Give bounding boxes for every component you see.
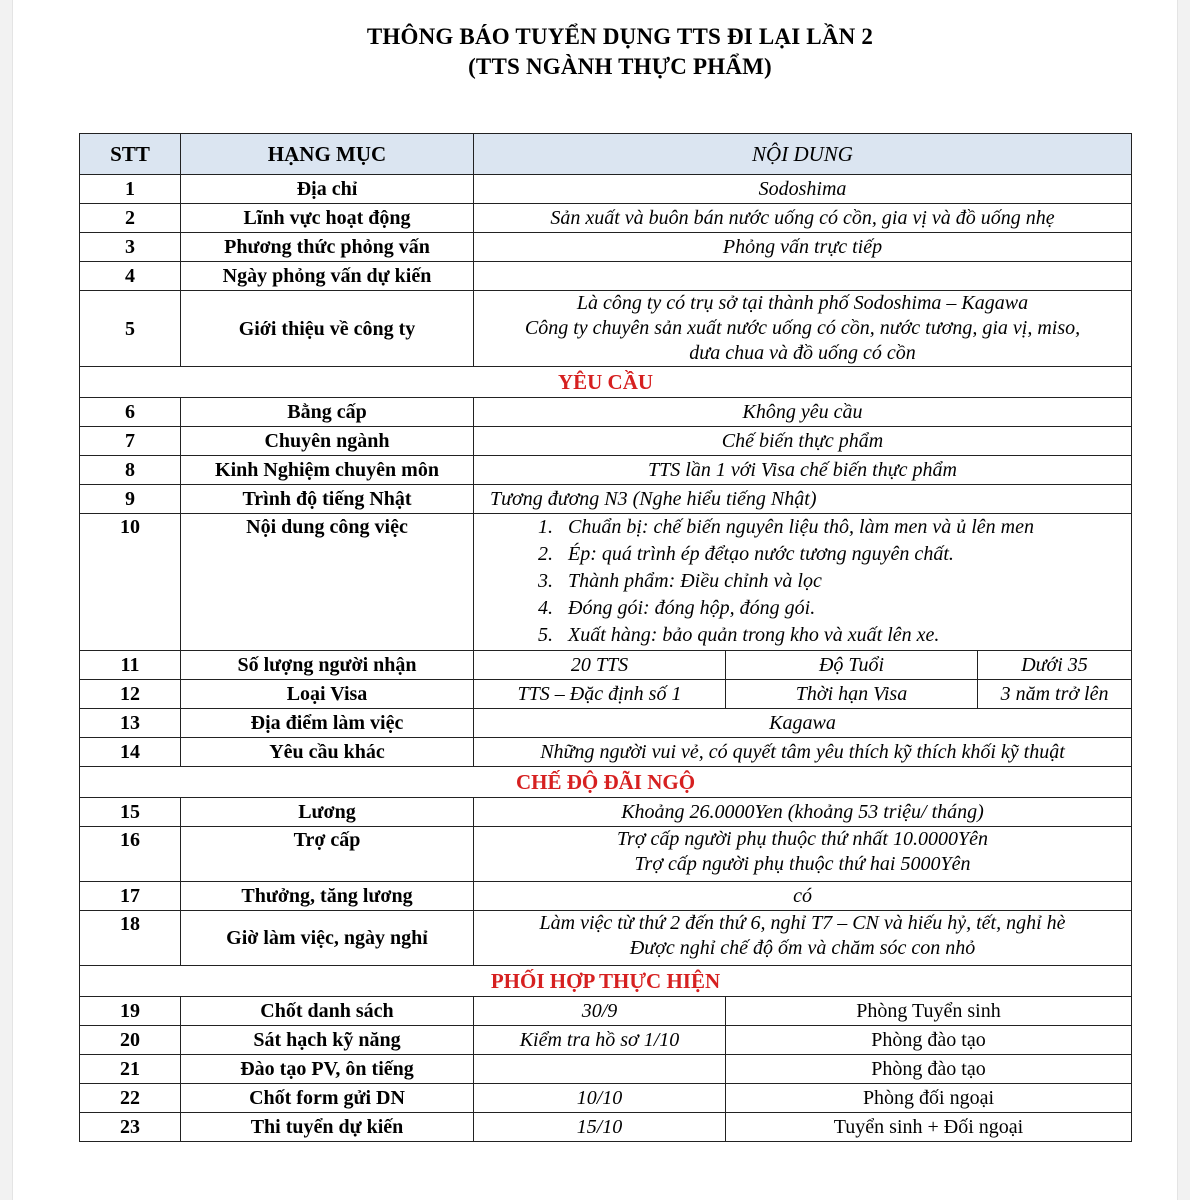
row-number: 14 [80,738,181,767]
row-content: Không yêu cầu [474,398,1132,427]
row-category: Giờ làm việc, ngày nghỉ [181,911,474,966]
section-benefits [80,767,1132,798]
section-title: YÊU CẦU [80,367,1132,398]
row-category: Yêu cầu khác [181,738,474,767]
row-number: 13 [80,709,181,738]
table-row [80,709,1132,738]
job-tasks-cell [474,514,1132,651]
row-content: Chế biến thực phẩm [474,427,1132,456]
row-number: 2 [80,204,181,233]
row-category: Trợ cấp [181,827,474,882]
row-number: 8 [80,456,181,485]
row-number: 21 [80,1055,181,1084]
row-number: 6 [80,398,181,427]
row-category: Sát hạch kỹ năng [181,1026,474,1055]
header-stt: STT [80,134,181,175]
row-value: TTS – Đặc định số 1 [474,680,726,709]
row-content [474,262,1132,291]
table-row [80,485,1132,514]
row-number: 11 [80,651,181,680]
table-row [80,175,1132,204]
allowance-line: Trợ cấp người phụ thuộc thứ hai 5000Yên [634,853,971,875]
row-category: Loại Visa [181,680,474,709]
row-category: Phương thức phỏng vấn [181,233,474,262]
table-row [80,427,1132,456]
table-row [80,233,1132,262]
section-title: PHỐI HỢP THỰC HIỆN [80,966,1132,997]
allowance-line: Trợ cấp người phụ thuộc thứ nhất 10.0000Yên [617,828,988,850]
row-category: Giới thiệu về công ty [181,291,474,367]
row-number: 17 [80,882,181,911]
table-row [80,882,1132,911]
page-margin-right [1177,0,1190,1200]
table-row [80,651,1132,680]
list-item: 2. Ép: quá trình ép đểtạo nước tương nguyên chất. [558,541,1125,568]
list-item: 4. Đóng gói: đóng hộp, đóng gói. [558,595,1125,622]
row-category: Đào tạo PV, ôn tiếng [181,1055,474,1084]
row-number: 18 [80,911,181,966]
row-category: Bằng cấp [181,398,474,427]
document-title [0,22,1190,82]
row-number: 20 [80,1026,181,1055]
recruitment-table [79,133,1132,1142]
table-row [80,1026,1132,1055]
row-category: Chốt form gửi DN [181,1084,474,1113]
row-sub-value: Dưới 35 [978,651,1132,680]
table-row [80,1113,1132,1142]
company-intro-line: Là công ty có trụ sở tại thành phố Sodoshima – Kagawa [576,292,1029,314]
row-sub-label: Độ Tuổi [726,651,978,680]
row-category: Số lượng người nhận [181,651,474,680]
allowance-cell [474,827,1132,882]
row-content: Phỏng vấn trực tiếp [474,233,1132,262]
row-number: 9 [80,485,181,514]
row-number: 1 [80,175,181,204]
row-category: Nội dung công việc [181,514,474,651]
row-content: Sodoshima [474,175,1132,204]
table-row [80,1084,1132,1113]
row-sub-label: Thời hạn Visa [726,680,978,709]
company-intro [474,291,1132,367]
table-row [80,398,1132,427]
title-line-1: THÔNG BÁO TUYỂN DỤNG TTS ĐI LẠI LẦN 2 [366,24,874,49]
table-row [80,911,1132,966]
row-number: 7 [80,427,181,456]
row-department: Phòng đào tạo [726,1026,1132,1055]
row-date [474,1055,726,1084]
row-department: Tuyển sinh + Đối ngoại [726,1113,1132,1142]
row-content: Sản xuất và buôn bán nước uống có cồn, gia vị và đồ uống nhẹ [474,204,1132,233]
row-number: 23 [80,1113,181,1142]
section-title: CHẾ ĐỘ ĐÃI NGỘ [80,767,1132,798]
row-sub-value: 3 năm trở lên [978,680,1132,709]
list-item: 1. Chuẩn bị: chế biến nguyên liệu thô, làm men và ủ lên men [558,514,1125,541]
row-number: 19 [80,997,181,1026]
section-coordination [80,966,1132,997]
row-number: 5 [80,291,181,367]
company-intro-line: Công ty chuyên sản xuất nước uống có cồn, nước tương, gia vị, miso, [524,317,1081,339]
row-category: Chốt danh sách [181,997,474,1026]
table-row [80,262,1132,291]
title-line-2: (TTS NGÀNH THỰC PHẨM) [468,54,772,79]
row-content: Tương đương N3 (Nghe hiểu tiếng Nhật) [474,485,1132,514]
row-department: Phòng Tuyển sinh [726,997,1132,1026]
table-row [80,291,1132,367]
work-hours-line: Được nghỉ chế độ ốm và chăm sóc con nhỏ [629,937,976,959]
row-category: Kinh Nghiệm chuyên môn [181,456,474,485]
work-hours-line: Làm việc từ thứ 2 đến thứ 6, nghỉ T7 – CN và hiếu hỷ, tết, nghỉ hè [539,912,1066,934]
row-category: Trình độ tiếng Nhật [181,485,474,514]
table-row [80,798,1132,827]
row-content: TTS lần 1 với Visa chế biến thực phẩm [474,456,1132,485]
row-value: 20 TTS [474,651,726,680]
row-content: Khoảng 26.0000Yen (khoảng 53 triệu/ tháng) [474,798,1132,827]
row-content: có [474,882,1132,911]
page-margin-left [0,0,13,1200]
row-category: Lương [181,798,474,827]
row-number: 4 [80,262,181,291]
table-row [80,1055,1132,1084]
row-category: Ngày phỏng vấn dự kiến [181,262,474,291]
table-row [80,997,1132,1026]
row-content: Kagawa [474,709,1132,738]
row-number: 3 [80,233,181,262]
row-date: 15/10 [474,1113,726,1142]
row-category: Thi tuyển dự kiến [181,1113,474,1142]
row-date: Kiểm tra hồ sơ 1/10 [474,1026,726,1055]
row-category: Chuyên ngành [181,427,474,456]
list-item: 5. Xuất hàng: bảo quản trong kho và xuất lên xe. [558,622,1125,649]
row-department: Phòng đào tạo [726,1055,1132,1084]
company-intro-line: dưa chua và đồ uống có cồn [689,342,916,364]
job-tasks-list [480,514,1125,649]
table-row [80,738,1132,767]
row-category: Địa điểm làm việc [181,709,474,738]
table-row [80,680,1132,709]
row-content: Những người vui vẻ, có quyết tâm yêu thích kỹ thích khối kỹ thuật [474,738,1132,767]
table-row [80,827,1132,882]
table-row [80,514,1132,651]
row-date: 30/9 [474,997,726,1026]
row-number: 16 [80,827,181,882]
row-number: 15 [80,798,181,827]
work-hours-cell [474,911,1132,966]
row-category: Địa chỉ [181,175,474,204]
section-requirements [80,367,1132,398]
row-category: Thưởng, tăng lương [181,882,474,911]
header-category: HẠNG MỤC [181,134,474,175]
row-number: 12 [80,680,181,709]
row-number: 10 [80,514,181,651]
header-content: NỘI DUNG [474,134,1132,175]
row-number: 22 [80,1084,181,1113]
row-category: Lĩnh vực hoạt động [181,204,474,233]
table-header-row [80,134,1132,175]
row-department: Phòng đối ngoại [726,1084,1132,1113]
list-item: 3. Thành phẩm: Điều chỉnh và lọc [558,568,1125,595]
row-date: 10/10 [474,1084,726,1113]
table-row [80,204,1132,233]
table-row [80,456,1132,485]
